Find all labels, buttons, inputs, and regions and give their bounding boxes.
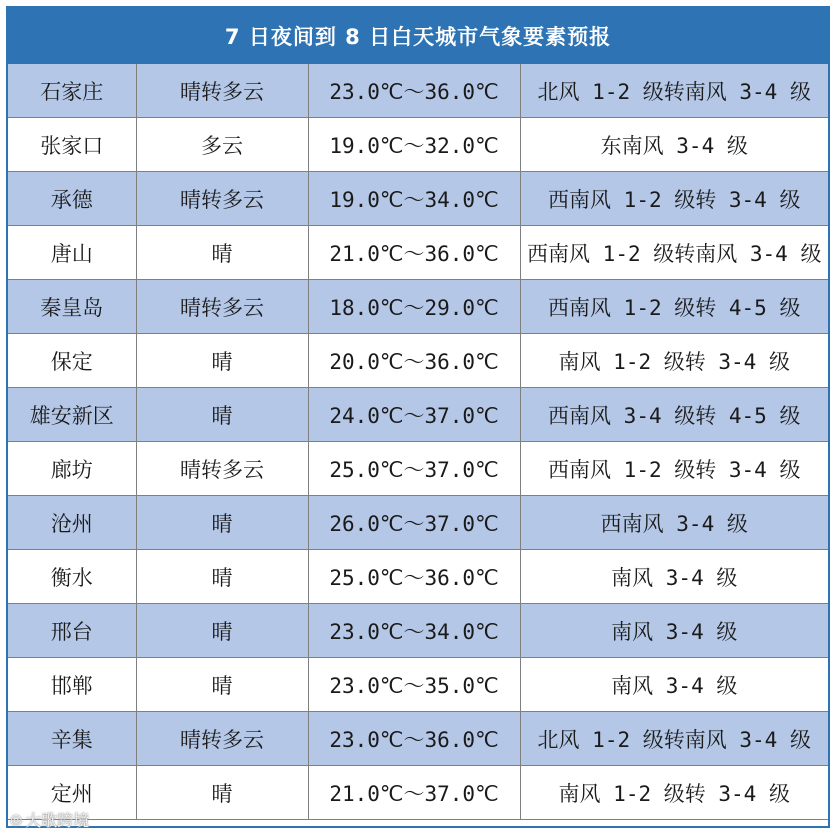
wind-cell: 西南风 1-2 级转 4-5 级 xyxy=(520,280,828,334)
wind-cell: 南风 3-4 级 xyxy=(520,604,828,658)
table-row xyxy=(8,118,828,172)
city-cell: 唐山 xyxy=(8,226,136,280)
watermark-text: 大歌跨境 xyxy=(25,811,90,830)
city-cell: 沧州 xyxy=(8,496,136,550)
weather-cell: 晴 xyxy=(136,334,308,388)
wind-cell: 西南风 3-4 级转 4-5 级 xyxy=(520,388,828,442)
table-row xyxy=(8,388,828,442)
city-cell: 秦皇岛 xyxy=(8,280,136,334)
forecast-table-frame xyxy=(6,6,830,828)
weather-cell: 晴 xyxy=(136,496,308,550)
table-title: 7 日夜间到 8 日白天城市气象要素预报 xyxy=(8,8,828,64)
temperature-cell: 21.0℃～36.0℃ xyxy=(308,226,520,280)
weather-cell: 晴 xyxy=(136,388,308,442)
watermark xyxy=(10,808,89,831)
temperature-cell: 23.0℃～35.0℃ xyxy=(308,658,520,712)
city-cell: 雄安新区 xyxy=(8,388,136,442)
wind-cell: 西南风 1-2 级转 3-4 级 xyxy=(520,442,828,496)
city-cell: 定州 xyxy=(8,766,136,820)
city-cell: 辛集 xyxy=(8,712,136,766)
weather-cell: 晴 xyxy=(136,658,308,712)
wind-cell: 北风 1-2 级转南风 3-4 级 xyxy=(520,712,828,766)
table-row xyxy=(8,64,828,118)
weather-cell: 晴 xyxy=(136,766,308,820)
temperature-cell: 24.0℃～37.0℃ xyxy=(308,388,520,442)
wind-cell: 北风 1-2 级转南风 3-4 级 xyxy=(520,64,828,118)
table-row xyxy=(8,604,828,658)
table-row xyxy=(8,172,828,226)
wind-cell: 东南风 3-4 级 xyxy=(520,118,828,172)
weather-cell: 晴 xyxy=(136,604,308,658)
forecast-table-body xyxy=(8,64,828,820)
weather-cell: 晴 xyxy=(136,226,308,280)
wind-cell: 西南风 3-4 级 xyxy=(520,496,828,550)
temperature-cell: 26.0℃～37.0℃ xyxy=(308,496,520,550)
weather-cell: 晴转多云 xyxy=(136,172,308,226)
table-row xyxy=(8,334,828,388)
wind-cell: 西南风 1-2 级转南风 3-4 级 xyxy=(520,226,828,280)
weather-cell: 晴转多云 xyxy=(136,280,308,334)
wind-cell: 南风 1-2 级转 3-4 级 xyxy=(520,334,828,388)
temperature-cell: 23.0℃～34.0℃ xyxy=(308,604,520,658)
table-row xyxy=(8,226,828,280)
city-cell: 邯郸 xyxy=(8,658,136,712)
temperature-cell: 20.0℃～36.0℃ xyxy=(308,334,520,388)
table-row xyxy=(8,496,828,550)
temperature-cell: 25.0℃～36.0℃ xyxy=(308,550,520,604)
city-cell: 石家庄 xyxy=(8,64,136,118)
city-cell: 廊坊 xyxy=(8,442,136,496)
wind-cell: 南风 3-4 级 xyxy=(520,550,828,604)
forecast-table xyxy=(8,64,828,820)
weather-cell: 多云 xyxy=(136,118,308,172)
wind-cell: 西南风 1-2 级转 3-4 级 xyxy=(520,172,828,226)
city-cell: 保定 xyxy=(8,334,136,388)
city-cell: 邢台 xyxy=(8,604,136,658)
weibo-icon: ◎ xyxy=(10,811,23,828)
city-cell: 衡水 xyxy=(8,550,136,604)
temperature-cell: 23.0℃～36.0℃ xyxy=(308,64,520,118)
temperature-cell: 18.0℃～29.0℃ xyxy=(308,280,520,334)
temperature-cell: 21.0℃～37.0℃ xyxy=(308,766,520,820)
table-row xyxy=(8,550,828,604)
city-cell: 承德 xyxy=(8,172,136,226)
table-row xyxy=(8,658,828,712)
weather-cell: 晴转多云 xyxy=(136,64,308,118)
temperature-cell: 19.0℃～34.0℃ xyxy=(308,172,520,226)
weather-cell: 晴转多云 xyxy=(136,712,308,766)
table-row xyxy=(8,442,828,496)
wind-cell: 南风 3-4 级 xyxy=(520,658,828,712)
wind-cell: 南风 1-2 级转 3-4 级 xyxy=(520,766,828,820)
temperature-cell: 23.0℃～36.0℃ xyxy=(308,712,520,766)
table-row xyxy=(8,766,828,820)
table-row xyxy=(8,280,828,334)
table-row xyxy=(8,712,828,766)
weather-cell: 晴转多云 xyxy=(136,442,308,496)
temperature-cell: 25.0℃～37.0℃ xyxy=(308,442,520,496)
city-cell: 张家口 xyxy=(8,118,136,172)
temperature-cell: 19.0℃～32.0℃ xyxy=(308,118,520,172)
weather-cell: 晴 xyxy=(136,550,308,604)
